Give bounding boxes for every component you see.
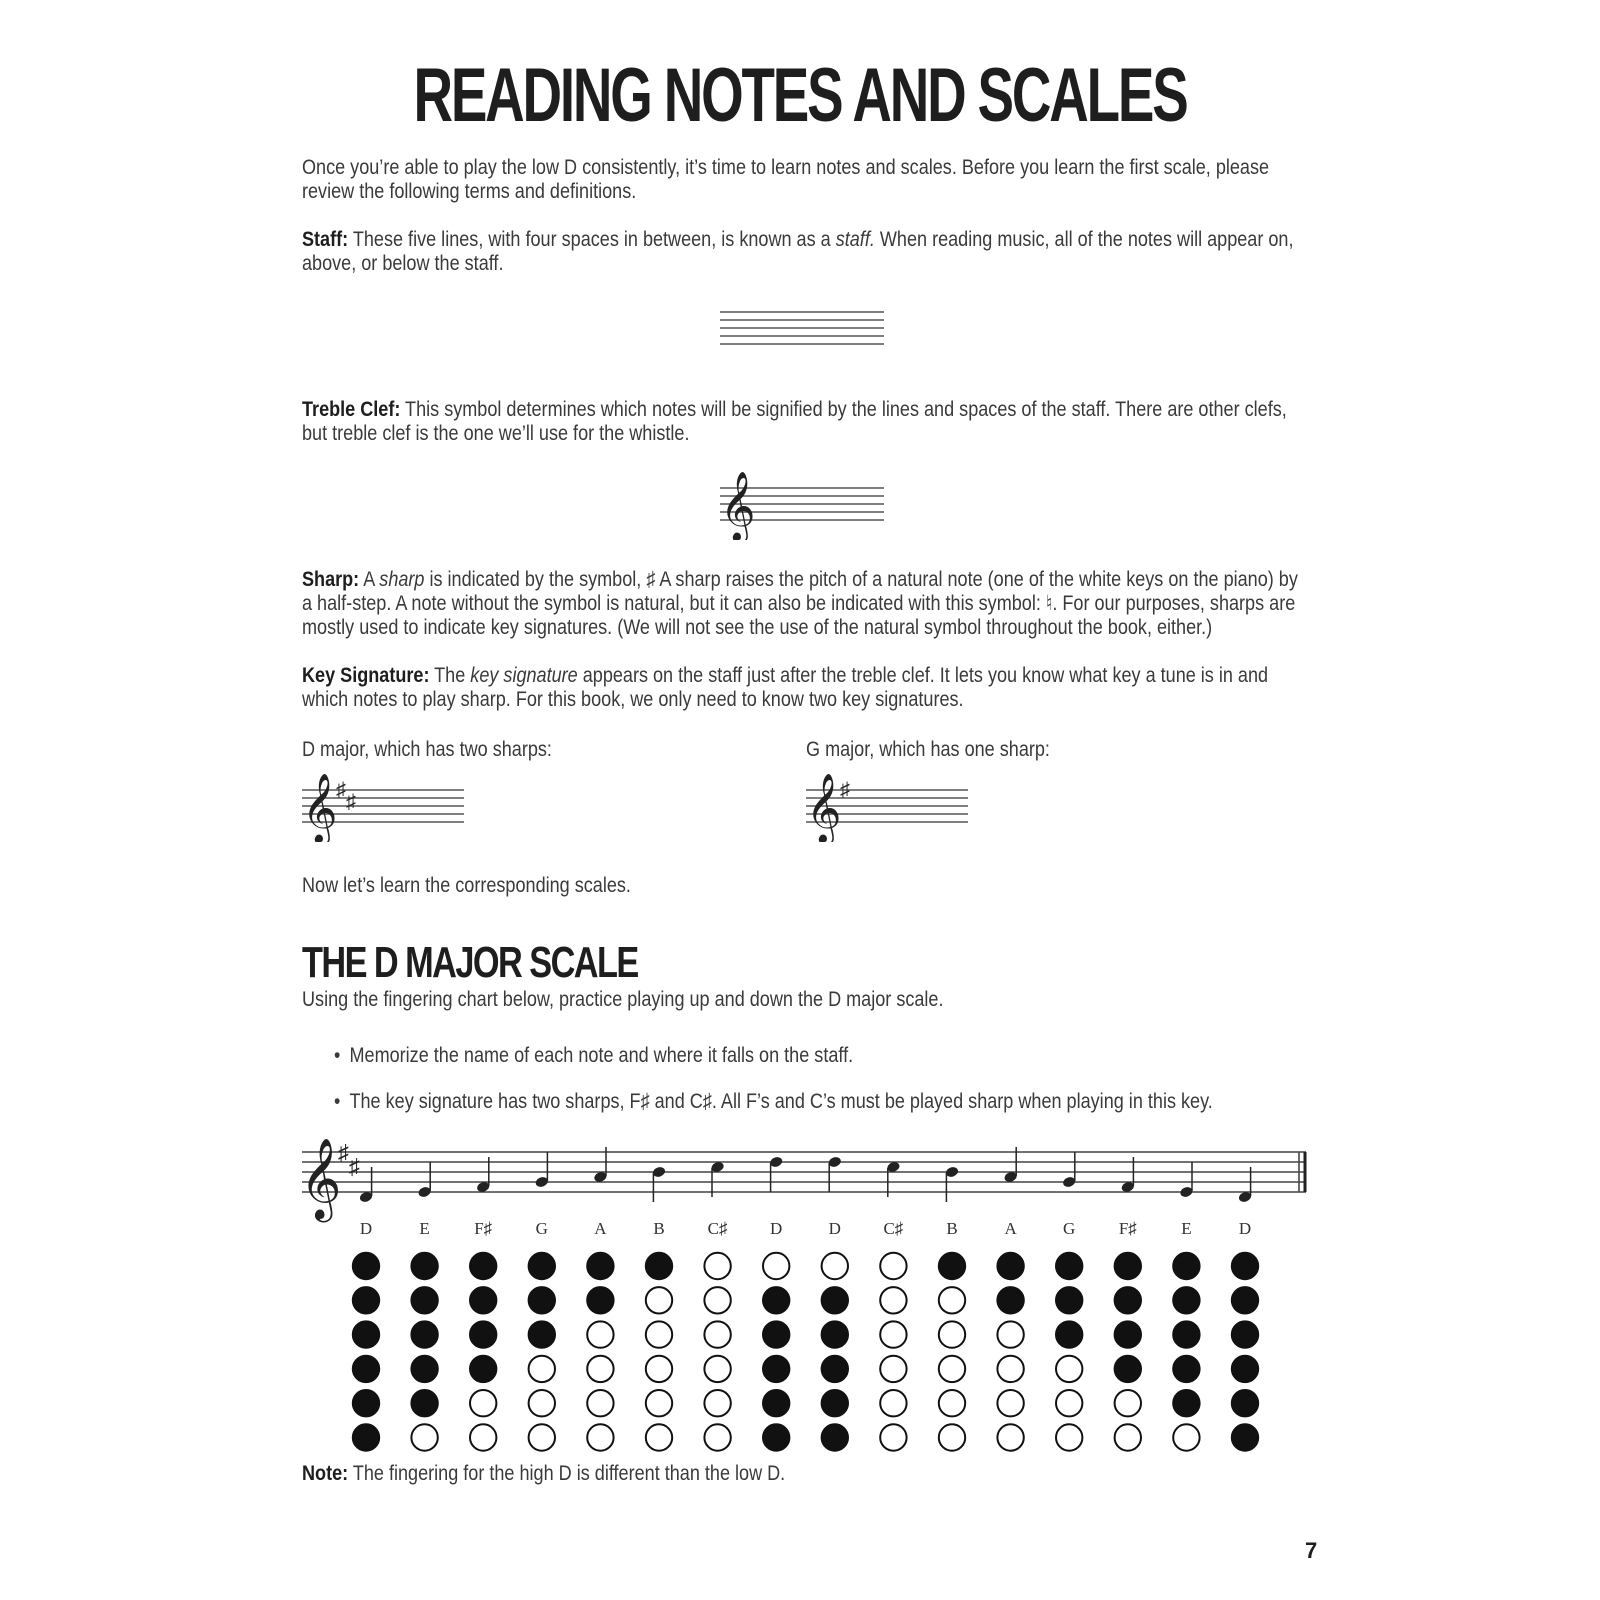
hole-closed (997, 1253, 1023, 1279)
hole-closed (470, 1321, 496, 1347)
hole-open (529, 1390, 555, 1416)
hole-open (1056, 1424, 1082, 1450)
hole-closed (1056, 1287, 1082, 1313)
hole-open (880, 1424, 906, 1450)
note-name-label: F♯ (474, 1219, 493, 1238)
hole-open (880, 1287, 906, 1313)
hole-open (1115, 1390, 1141, 1416)
hole-closed (411, 1287, 437, 1313)
treble-clef-icon: 𝄞 (806, 775, 842, 841)
key-signature-definition (302, 664, 1310, 712)
key-signature-term: Key Signature: (302, 664, 430, 687)
sharp-term: Sharp: (302, 568, 360, 591)
staff-term: Staff: (302, 228, 349, 251)
hole-closed (822, 1287, 848, 1313)
hole-open (939, 1356, 965, 1382)
hole-open (997, 1356, 1023, 1382)
note-name-label: C♯ (883, 1219, 904, 1238)
hole-closed (411, 1321, 437, 1347)
hole-open (529, 1424, 555, 1450)
hole-closed (939, 1253, 965, 1279)
intro-paragraph: Once you’re able to play the low D consistently, it’s time to learn notes and scales. Before you learn the first scale, please review the following terms and definitions. (302, 156, 1270, 203)
hole-open (880, 1356, 906, 1382)
hole-open (704, 1424, 730, 1450)
note-name-label: G (535, 1219, 548, 1238)
hole-open (939, 1287, 965, 1313)
note-name-label: D (359, 1219, 373, 1238)
hole-open (880, 1321, 906, 1347)
bullet-text: The key signature has two sharps, F♯ and C♯. All F’s and C’s must be played sharp when playing in this key. (349, 1090, 1213, 1113)
hole-closed (997, 1287, 1023, 1313)
hole-open (587, 1424, 613, 1450)
sharp-italic: sharp (379, 568, 425, 591)
hole-open (1056, 1356, 1082, 1382)
hole-closed (763, 1424, 789, 1450)
key-signature-text-2: appears on the staff just after the treble clef. It lets you know what key a tune is in and which notes to play sharp. For this book, we only need to know two key signatures. (302, 664, 1269, 711)
g-major-key-signature (806, 772, 972, 842)
page-title: READING NOTES AND SCALES (413, 53, 1187, 138)
d-major-scale-chart (296, 1124, 1312, 1470)
hole-closed (529, 1253, 555, 1279)
hole-open (470, 1390, 496, 1416)
sharp-text-1: A (359, 568, 380, 591)
hole-open (939, 1321, 965, 1347)
hole-open (997, 1390, 1023, 1416)
hole-open (704, 1253, 730, 1279)
staff-text-1: These five lines, with four spaces in between, is known as a (348, 228, 836, 251)
sharp-f-icon: ♯ (336, 779, 346, 801)
treble-clef-icon: 𝄞 (300, 1141, 342, 1218)
hole-closed (353, 1321, 379, 1347)
treble-clef-definition (302, 398, 1310, 446)
hole-closed (1232, 1390, 1258, 1416)
bullet-item-2 (334, 1090, 1213, 1114)
sharp-c-icon: ♯ (349, 1154, 360, 1179)
d-major-label: D major, which has two sharps: (302, 738, 552, 761)
note-name-label: D (770, 1219, 783, 1238)
bullet-text: Memorize the name of each note and where it falls on the staff. (349, 1044, 854, 1067)
hole-closed (529, 1287, 555, 1313)
note-name-label: C♯ (707, 1219, 728, 1238)
hole-closed (411, 1356, 437, 1382)
hole-closed (1232, 1424, 1258, 1450)
hole-open (646, 1356, 672, 1382)
hole-closed (822, 1321, 848, 1347)
hole-closed (822, 1390, 848, 1416)
treble-clef-text: This symbol determines which notes will be signified by the lines and spaces of the staff. There are other clefs, but treble clef is the one we’ll use for the whistle. (302, 398, 1287, 445)
note-name-label: B (946, 1219, 958, 1238)
hole-closed (1232, 1253, 1258, 1279)
hole-open (1173, 1424, 1199, 1450)
hole-closed (822, 1424, 848, 1450)
sharp-text-2: is indicated by the symbol, ♯ A sharp raises the pitch of a natural note (one of the white keys on the piano) by a half-step. A note without the symbol is natural, but it can also be indicated with this symbol: ♮. For our purposes, sharps are mostly used to indicate key signatures. (We will not see the use of the natural symbol throughout the book, either.) (302, 568, 1298, 639)
hole-open (763, 1253, 789, 1279)
note-name-label: D (828, 1219, 841, 1238)
hole-closed (587, 1287, 613, 1313)
hole-open (997, 1321, 1023, 1347)
d-major-key-signature (302, 772, 468, 842)
hole-closed (411, 1253, 437, 1279)
hole-open (470, 1424, 496, 1450)
hole-closed (1173, 1321, 1199, 1347)
hole-closed (1115, 1321, 1141, 1347)
hole-closed (470, 1356, 496, 1382)
sharp-f-icon: ♯ (840, 779, 850, 801)
note-text: The fingering for the high D is different than the low D. (348, 1462, 786, 1485)
hole-open (704, 1287, 730, 1313)
hole-open (646, 1424, 672, 1450)
staff-text-2: When reading music, all of the notes will appear on, above, or below the staff. (302, 228, 1294, 275)
hole-closed (1232, 1356, 1258, 1382)
hole-open (704, 1356, 730, 1382)
hole-open (587, 1390, 613, 1416)
hole-open (939, 1390, 965, 1416)
hole-closed (470, 1253, 496, 1279)
note-name-label: B (653, 1219, 665, 1238)
fingering-note (302, 1462, 785, 1486)
hole-open (529, 1356, 555, 1382)
hole-open (704, 1390, 730, 1416)
bullet-icon: • (334, 1090, 341, 1113)
treble-clef-icon: 𝄞 (720, 473, 756, 539)
hole-open (997, 1424, 1023, 1450)
key-signature-italic: key signature (470, 664, 578, 687)
note-name-label: G (1063, 1219, 1076, 1238)
hole-closed (1056, 1321, 1082, 1347)
hole-closed (411, 1390, 437, 1416)
hole-open (1056, 1390, 1082, 1416)
scales-intro: Now let’s learn the corresponding scales. (302, 874, 631, 897)
hole-closed (353, 1356, 379, 1382)
hole-closed (1173, 1287, 1199, 1313)
hole-closed (470, 1287, 496, 1313)
staff-definition (302, 228, 1310, 276)
hole-closed (353, 1424, 379, 1450)
g-major-label: G major, which has one sharp: (806, 738, 1050, 761)
note-name-label: A (1004, 1219, 1017, 1238)
hole-closed (1115, 1356, 1141, 1382)
hole-closed (1173, 1356, 1199, 1382)
bullet-icon: • (334, 1044, 341, 1067)
hole-open (646, 1287, 672, 1313)
staff-italic: staff. (835, 228, 875, 251)
hole-open (880, 1253, 906, 1279)
hole-open (411, 1424, 437, 1450)
hole-closed (1232, 1287, 1258, 1313)
hole-open (822, 1253, 848, 1279)
treble-clef-term: Treble Clef: (302, 398, 401, 421)
hole-closed (763, 1321, 789, 1347)
hole-closed (587, 1253, 613, 1279)
hole-closed (529, 1321, 555, 1347)
hole-closed (763, 1356, 789, 1382)
hole-closed (1173, 1253, 1199, 1279)
treble-clef-icon: 𝄞 (302, 775, 338, 841)
hole-open (880, 1390, 906, 1416)
hole-closed (1115, 1287, 1141, 1313)
hole-closed (1115, 1253, 1141, 1279)
d-scale-heading: THE D MAJOR SCALE (302, 938, 638, 987)
hole-closed (646, 1253, 672, 1279)
hole-open (646, 1321, 672, 1347)
hole-closed (353, 1253, 379, 1279)
note-name-label: A (594, 1219, 607, 1238)
hole-closed (763, 1390, 789, 1416)
note-name-label: E (419, 1219, 430, 1238)
hole-closed (1232, 1321, 1258, 1347)
hole-closed (353, 1287, 379, 1313)
hole-open (587, 1321, 613, 1347)
note-name-label: F♯ (1118, 1219, 1137, 1238)
hole-closed (763, 1287, 789, 1313)
hole-open (704, 1321, 730, 1347)
hole-open (646, 1390, 672, 1416)
hole-open (587, 1356, 613, 1382)
hole-closed (353, 1390, 379, 1416)
hole-open (939, 1424, 965, 1450)
note-term: Note: (302, 1462, 349, 1485)
hole-closed (1056, 1253, 1082, 1279)
sharp-f-icon: ♯ (338, 1140, 349, 1165)
hole-open (1115, 1424, 1141, 1450)
d-scale-text: Using the fingering chart below, practice playing up and down the D major scale. (302, 988, 944, 1011)
hole-closed (822, 1356, 848, 1382)
note-name-label: D (1238, 1219, 1252, 1238)
treble-clef-staff (720, 470, 886, 540)
note-name-label: E (1181, 1219, 1192, 1238)
sharp-c-icon: ♯ (346, 791, 356, 813)
hole-closed (1173, 1390, 1199, 1416)
sharp-definition (302, 568, 1310, 640)
bullet-item-1 (334, 1044, 853, 1068)
page-number: 7 (1305, 1538, 1318, 1563)
key-signature-text-1: The (429, 664, 471, 687)
staff-illustration (720, 308, 886, 348)
